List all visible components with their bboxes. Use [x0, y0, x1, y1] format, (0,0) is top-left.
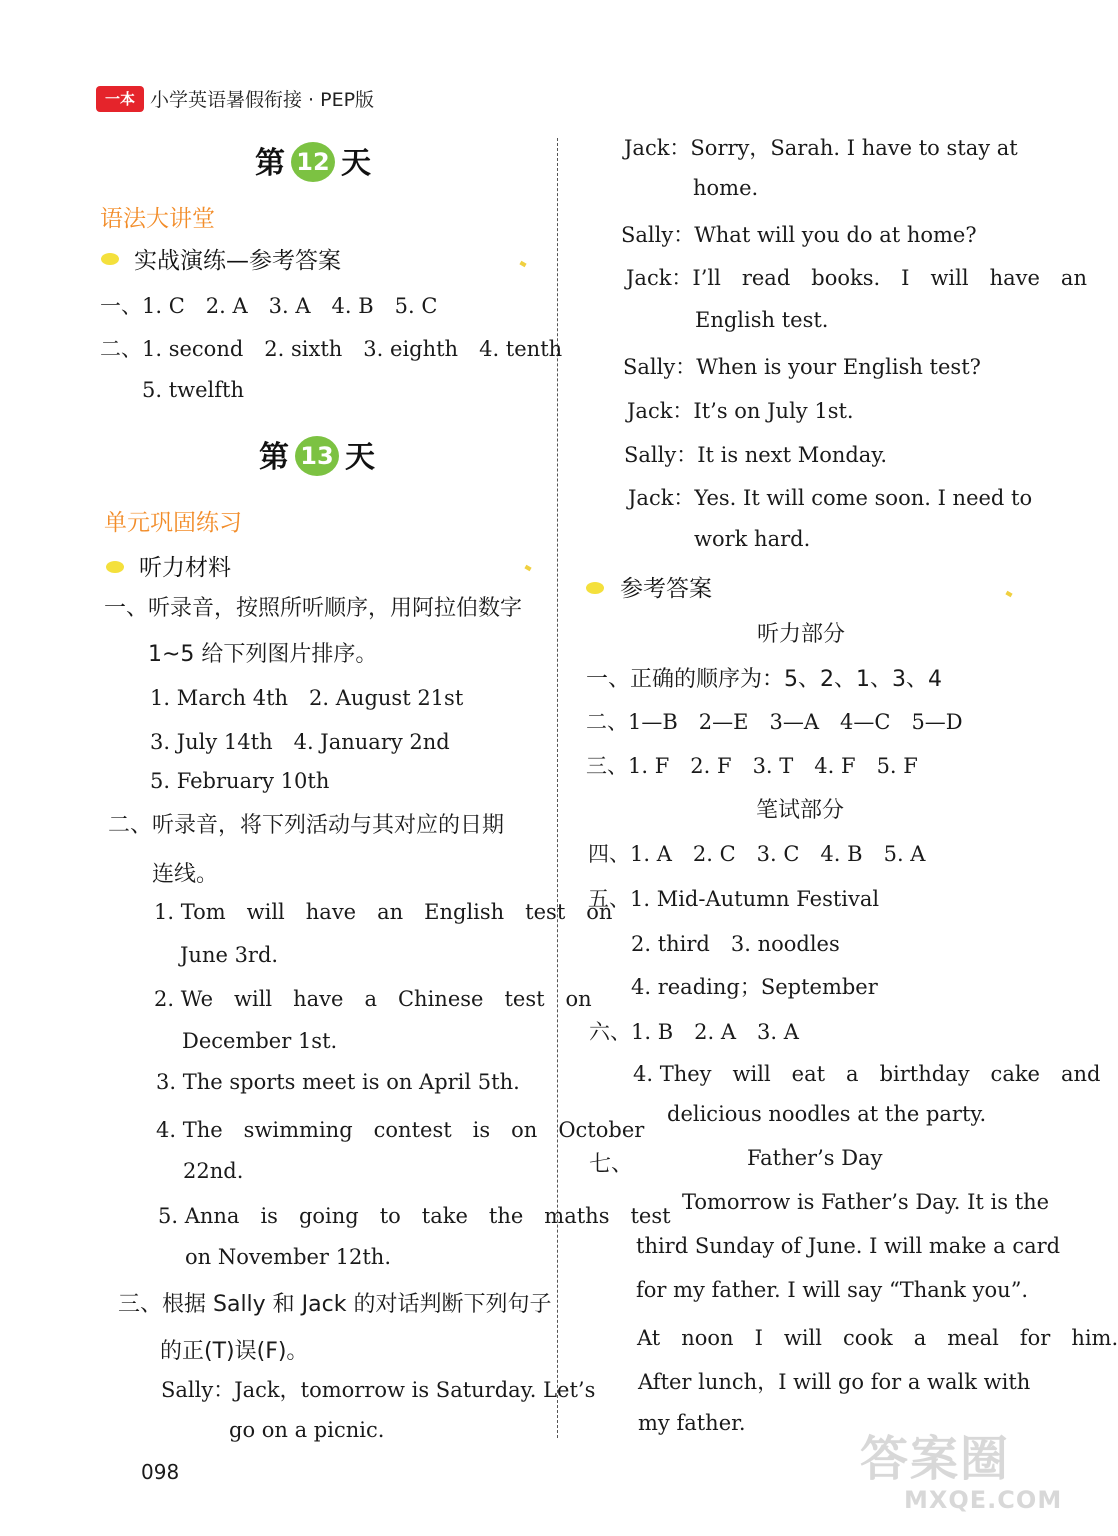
part2-instruction-cont: 连线。 [152, 862, 219, 887]
part2-sentence-cont: 22nd. [183, 1159, 244, 1183]
listening-part-heading: 听力部分 [757, 622, 846, 647]
watermark [860, 1420, 1063, 1520]
part2-sentence-cont: on November 12th. [185, 1245, 392, 1269]
decorative-tick-icon [1005, 591, 1012, 597]
dialogue-line: Jack：It’s on July 1st. [627, 399, 854, 423]
part3-instruction-cont: 的正(T)误(F)。 [160, 1339, 309, 1364]
day-number-badge: 12 [291, 142, 335, 182]
essay-line: Tomorrow is Father’s Day. It is the [682, 1190, 1050, 1214]
written-part-heading: 笔试部分 [756, 798, 845, 823]
day-suffix: 天 [341, 146, 371, 181]
grammar-answer-1: 一、1. C 2. A 3. A 4. B 5. C [100, 294, 438, 318]
day-number-badge: 13 [295, 436, 339, 476]
page-number: 098 [141, 1460, 180, 1484]
part2-sentence: 4. The swimming contest is on October [156, 1118, 645, 1142]
part1-item: 1. March 4th 2. August 21st [150, 686, 464, 710]
watermark-url: MXQE.COM [904, 1486, 1063, 1514]
dialogue-line: Sally：It is next Monday. [624, 443, 888, 467]
bullet-dot-icon [586, 582, 604, 594]
dialogue-line-cont: go on a picnic. [229, 1418, 385, 1442]
essay-title: Father’s Day [747, 1146, 883, 1170]
part3-instruction: 三、根据 Sally 和 Jack 的对话判断下列句子 [118, 1292, 552, 1317]
day-13-title [259, 432, 375, 479]
essay-line: my father. [638, 1411, 746, 1435]
part2-sentence: 3. The sports meet is on April 5th. [156, 1070, 520, 1094]
day-prefix: 第 [259, 440, 289, 475]
part2-instruction: 二、听录音，将下列活动与其对应的日期 [108, 813, 505, 838]
watermark-logo: 答案圈 [860, 1431, 1011, 1487]
answer-line-cont: 4. They will eat a birthday cake and [633, 1062, 1101, 1086]
practice-title: 实战演练—参考答案 [134, 248, 341, 274]
part1-instruction: 一、听录音，按照所听顺序，用阿拉伯数字 [104, 596, 523, 621]
bullet-dot-icon [101, 253, 119, 265]
listening-material-title: 听力材料 [139, 555, 231, 581]
part2-sentence-cont: December 1st. [182, 1029, 338, 1053]
dialogue-line-cont: work hard. [694, 527, 811, 551]
day-suffix: 天 [345, 440, 375, 475]
part2-sentence: 5. Anna is going to take the maths test [158, 1204, 671, 1228]
bullet-dot-icon [106, 561, 124, 573]
essay-line: third Sunday of June. I will make a card [636, 1234, 1061, 1258]
grammar-answer-2-cont: 5. twelfth [142, 378, 245, 402]
day-prefix: 第 [255, 146, 285, 181]
decorative-tick-icon [519, 261, 526, 267]
part2-sentence: 1. Tom will have an English test on [154, 900, 613, 924]
answer-line: 六、1. B 2. A 3. A [589, 1020, 799, 1044]
answer-line: 三、1. F 2. F 3. T 4. F 5. F [586, 754, 918, 778]
dialogue-line: Sally：Jack，tomorrow is Saturday. Let’s [161, 1378, 596, 1402]
part2-sentence: 2. We will have a Chinese test on [154, 987, 592, 1011]
dialogue-line-cont: English test. [695, 308, 829, 332]
part1-item: 3. July 14th 4. January 2nd [150, 730, 450, 754]
essay-line: At noon I will cook a meal for him. [637, 1326, 1118, 1350]
part2-sentence-cont: June 3rd. [180, 943, 279, 967]
part1-instruction-cont: 1~5 给下列图片排序。 [148, 642, 378, 667]
section-title-unit: 单元巩固练习 [104, 510, 242, 536]
dialogue-line-cont: home. [693, 176, 759, 200]
answers-title: 参考答案 [620, 576, 712, 602]
dialogue-line: Jack：Sorry，Sarah. I have to stay at [624, 136, 1018, 160]
dialogue-line: Sally：When is your English test? [623, 355, 981, 379]
essay-line: After lunch，I will go for a walk with [638, 1370, 1031, 1394]
header-title: 小学英语暑假衔接 · PEP版 [150, 89, 375, 111]
answer-line-cont: 2. third 3. noodles [631, 932, 840, 956]
answer-line: 一、正确的顺序为：5、2、1、3、4 [586, 667, 942, 692]
essay-label: 七、 [589, 1152, 634, 1177]
dialogue-line: Sally：What will you do at home? [621, 223, 977, 247]
answer-line: 四、1. A 2. C 3. C 4. B 5. A [588, 842, 926, 866]
part1-item: 5. February 10th [150, 769, 330, 793]
grammar-answer-2: 二、1. second 2. sixth 3. eighth 4. tenth [100, 337, 563, 361]
answer-line: 五、1. Mid-Autumn Festival [588, 887, 880, 911]
answer-line: 二、1—B 2—E 3—A 4—C 5—D [586, 710, 963, 734]
essay-line: for my father. I will say “Thank you”. [636, 1278, 1029, 1302]
section-title-grammar: 语法大讲堂 [100, 206, 215, 232]
dialogue-line: Jack：I’ll read books. I will have an [626, 266, 1087, 290]
answer-line-cont: delicious noodles at the party. [667, 1102, 987, 1126]
brand-logo: 一本 [96, 86, 144, 112]
day-12-title [255, 138, 371, 185]
dialogue-line: Jack：Yes. It will come soon. I need to [628, 486, 1033, 510]
answer-line-cont: 4. reading；September [631, 975, 878, 999]
decorative-tick-icon [524, 565, 531, 571]
